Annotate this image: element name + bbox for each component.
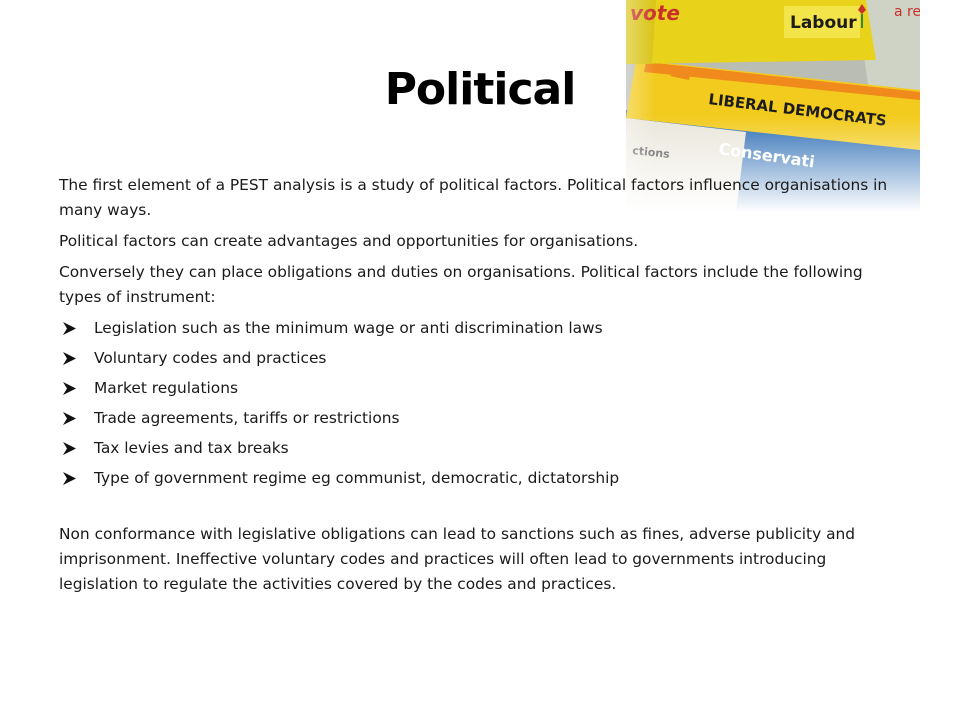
list-item xyxy=(59,346,909,371)
slide-body xyxy=(59,173,909,603)
instrument-list xyxy=(59,316,909,491)
list-item-text: Market regulations xyxy=(94,379,238,397)
arrow-bullet-icon xyxy=(61,376,79,401)
spacer xyxy=(59,496,909,522)
arrow-bullet-icon xyxy=(61,316,79,341)
list-item xyxy=(59,436,909,461)
slide-title: Political xyxy=(384,64,576,115)
paragraph-closing: Non conformance with legislative obligations can lead to sanctions such as fines, adverse publicity and imprisonment. Ineffective voluntary codes and practices will often lead to governments introducing legislation to regulate the activities covered by the codes and practices. xyxy=(59,525,856,593)
arrow-bullet-icon xyxy=(61,436,79,461)
list-item xyxy=(59,406,909,431)
paragraph-intro: The first element of a PEST analysis is a study of political factors. Political factors influence organisations in many ways. xyxy=(59,176,888,219)
list-item-text: Tax levies and tax breaks xyxy=(94,439,289,457)
list-item-text: Legislation such as the minimum wage or anti discrimination laws xyxy=(94,319,603,337)
list-item xyxy=(59,376,909,401)
paragraph-advantages: Political factors can create advantages and opportunities for organisations. xyxy=(59,232,639,250)
list-item xyxy=(59,466,909,491)
list-item-text: Trade agreements, tariffs or restrictions xyxy=(94,409,400,427)
list-item-text: Voluntary codes and practices xyxy=(94,349,327,367)
arrow-bullet-icon xyxy=(61,406,79,431)
list-item-text: Type of government regime eg communist, democratic, dictatorship xyxy=(94,469,620,487)
list-item xyxy=(59,316,909,341)
arrow-bullet-icon xyxy=(61,346,79,371)
paragraph-obligations: Conversely they can place obligations and duties on organisations. Political factors include the following types of instrument: xyxy=(59,263,863,306)
arrow-bullet-icon xyxy=(61,466,79,491)
